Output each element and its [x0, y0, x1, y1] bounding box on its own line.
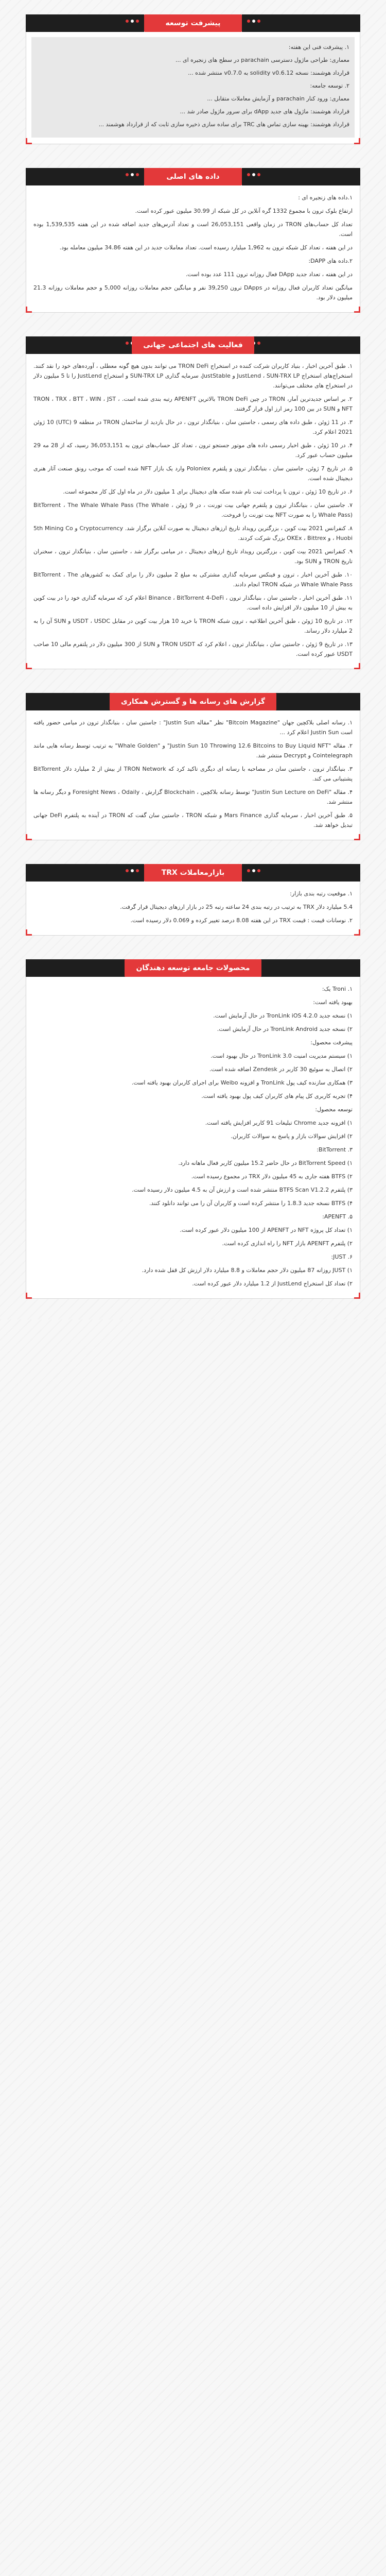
- dot-icon: [126, 869, 129, 872]
- dot-icon: [136, 20, 139, 23]
- dot-icon: [257, 20, 260, 23]
- paragraph: ۲) اتصال به سوئیچ 30 کاربر در Zendesk اضافه شده است.: [209, 1066, 353, 1073]
- paragraph: ۱۰. طبق آخرین اخبار ، ترون و فینکس سرمایه گذاری مشترکی به مبلغ 2 میلیون دلار را برای کمک به کشورهای BitTorrent ، The Whale Whale Pass در شبکه TRON انجام دادند.: [33, 571, 353, 588]
- header-bar-right: [242, 336, 360, 354]
- dot-icon: [247, 173, 250, 176]
- paragraph: ۸. کنفرانس 2021 بیت کوین ، بزرگترین رویداد تاریخ ارزهای دیجیتال به صورت آنلاین برگزار شد. Cryptocurrency و 5th Mining Co ، Huobi و OKEx ، Bittrex بزرگ شرکت کردند.: [33, 525, 353, 541]
- paragraph: ۲. مقاله "Justin Sun 10 Throwing 12.6 Bitcoins to Buy Liquid NFT" و "Whale Golden" به ترتیب توسط رسانه هایی مانند Cointelegraph و Decrypt منتشر شد.: [33, 742, 353, 759]
- paragraph: بهبود یافته است:: [313, 999, 353, 1006]
- header-bar-right: [242, 864, 360, 882]
- header-bar-right: [242, 14, 360, 32]
- paragraph: ۱) سیستم مدیریت امنیت TronLink 3.0 در حال بهبود است.: [210, 1053, 353, 1059]
- section-title: بازارمعاملات TRX: [144, 864, 242, 882]
- paragraph: قرارداد هوشمند: نسخه solidity v0.6.12 به v0.7.0 منتشر شده ...: [188, 70, 349, 76]
- header-bar-left: [26, 336, 144, 354]
- corner-accent: [26, 138, 32, 144]
- paragraph: ۱۲. در تاریخ 10 ژوئن ، طبق آخرین اطلاعیه ، ترون شبکه TRON با خرید 10 هزار بیت کوین در مقابل USDT ، USDC و SUN آن را به 2 میلیارد دلار رساند.: [33, 618, 353, 634]
- dot-icon: [131, 20, 134, 23]
- paragraph: ۶. JUST:: [331, 1253, 353, 1260]
- report-page: [26, 14, 360, 1299]
- corner-accent: [354, 307, 360, 313]
- paragraph: پیشرفت محصول:: [310, 1039, 353, 1046]
- section-body: [26, 359, 360, 659]
- section-media: [26, 693, 360, 840]
- paragraph: ۱.داده های زنجیره ای :: [298, 194, 353, 201]
- paragraph: ۱. رسانه اصلی بلاکچین جهان "Bitcoin Magazine" نظر "مقاله Justin Sun" : جاستین سان ، بنیانگذار ترون در میامی حضور یافته است Justin Sun اعلام کرد ...: [33, 719, 353, 736]
- header-bar-left: [26, 168, 144, 185]
- section-header: [26, 959, 360, 977]
- paragraph: ۲.داده های DAPP:: [308, 258, 353, 264]
- section-header: [26, 693, 360, 710]
- dot-icon: [131, 869, 134, 872]
- paragraph: ۲) پلتفرم APENFT بازار NFT را راه اندازی کرده است.: [222, 1240, 353, 1247]
- corner-accent: [26, 834, 32, 840]
- section-dev: [26, 14, 360, 144]
- section-data: [26, 168, 360, 313]
- section-body: [26, 982, 360, 1289]
- paragraph: ۳. بنیانگذار ترون ، جاستین سان در مصاحبه با رسانه ای دیگری تاکید کرد که TRON Network از بیش از 2 میلیارد دلار BitTorrent پشتیبانی می کند.: [33, 766, 353, 782]
- paragraph: ۲. نوسانات قیمت : قیمت TRX در این هفته 8.08 درصد تغییر کرده و 0.069 دلار رسیده است.: [130, 917, 353, 924]
- paragraph: ۳. BitTorrent:: [317, 1146, 353, 1153]
- paragraph: ۶. در تاریخ 10 ژوئن ، ترون با پرداخت ثبت نام شده سکه های دیجیتال برای 1 میلیون دلار در ماه اول کل کار مجموعه است.: [63, 488, 353, 495]
- paragraph: ۴. مقاله "Justin Sun Lecture on DeFi" توسط رسانه بلاکچین ، Blockchain گزارش ، Foresight News ، Odaily و دیگر رسانه ها منتشر شد.: [33, 789, 353, 805]
- dot-icon: [252, 869, 255, 872]
- corner-accent: [354, 663, 360, 669]
- paragraph: میانگین تعداد کاربران فعال روزانه در DApps ترون 39,250 نفر و میانگین حجم معاملات روزانه 5,000 و حجم معاملات روزانه 21.3 میلیون دلار بود.: [33, 284, 353, 301]
- paragraph: ۵. طبق آخرین اخبار ، سرمایه گذاری Mars Finance و شبکه TRON ، جاستین سان گفت که TRON در آینده به پلتفرم DeFi جهانی تبدیل خواهد شد.: [33, 812, 353, 828]
- dot-icon: [252, 20, 255, 23]
- paragraph: ۳) پلتفرم BTFS Scan V1.2.2 منتشر شده است و ارزش آن به 4.5 میلیون دلار رسیده است.: [132, 1187, 353, 1193]
- section-header: [26, 336, 360, 354]
- paragraph: ۱) نسخه جدید TronLink iOS 4.2.0 در حال آزمایش است.: [213, 1012, 353, 1019]
- header-bar-left: [26, 864, 144, 882]
- dot-icon: [136, 173, 139, 176]
- section-title: محصولات جامعه توسعه دهندگان: [125, 959, 261, 977]
- paragraph: تعداد کل حساب‌های TRON در زمان واقعی 26,053,151 است و تعداد آدرس‌های جدید اضافه شده در این هفته 1,539,535 بوده است.: [33, 221, 353, 238]
- paragraph: ۲) BTFS هفته جاری به 45 میلیون دلار TRX در مجموع رسیده است.: [191, 1173, 353, 1180]
- paragraph: ارتفاع بلوک ترون با مجموع 1332 گره آنلاین در کل شبکه از 30.99 میلیون عبور کرده است.: [135, 208, 353, 214]
- paragraph: ۲) نسخه جدید TronLink Android در حال آزمایش است.: [217, 1026, 353, 1032]
- paragraph: ۱۱. طبق آخرین اخبار ، جاستین سان ، بنیانگذار ترون ، Binance ، BitTorrent 4-DeFi اعلام کرد که سرمایه گذاری خود را در بیت کوین به بیش از 10 میلیون دلار افزایش داده است.: [33, 595, 353, 611]
- paragraph: ۴) تجربه کاربری کل پیام های کاربران کیف پول بهبود یافته است.: [201, 1093, 353, 1099]
- paragraph: ۳) همکاری سازنده کیف پول TronLink و افزونه Weibo برای اجرای کاربران بهبود یافته است.: [131, 1079, 353, 1086]
- paragraph: ۲. توسعه جامعه:: [310, 82, 349, 89]
- section-header: [26, 864, 360, 882]
- dot-icon: [126, 342, 129, 345]
- section-header: [26, 14, 360, 32]
- paragraph: معماری: طراحی ماژول دسترسی parachain در سطح های زنجیره ای ...: [176, 57, 349, 63]
- paragraph: ۲. بر اساس جدیدترین آمار، TRON در چین TRON DeFi بالاترین APENFT رتبه بندی شده است. TRON ، TRX ، BTT ، WIN ، JST ، NFT و SUN در بین 100 رمز ارز اول قرار گرفتند.: [33, 396, 353, 412]
- paragraph: ۱۳. در تاریخ 9 ژوئن ، جاستین سان ، بنیانگذار ترون ، اعلام کرد که TRON USDT و SUN از 300 میلیون دلار در پلتفرم مالی 10 صاحب USDT عبور کرده است.: [33, 641, 353, 657]
- paragraph: ۹. کنفرانس 2021 بیت کوین ، بزرگترین رویداد تاریخ ارزهای دیجیتال ، در میامی برگزار شد ، جاستین سان ، بنیانگذار ترون ، سخنران تاریخ TRON و SUN بود.: [33, 548, 353, 565]
- dot-icon: [247, 869, 250, 872]
- dot-icon: [131, 173, 134, 176]
- paragraph: ۱. موقعیت رتبه بندی بازار:: [290, 890, 353, 897]
- paragraph: ۱. طبق آخرین اخبار ، بنیاد کاربران شرکت کننده در استخراج TRON DeFi می توانند بدون هیچ گونه معطلی ، آورده‌های خود را نقد کنند. استخراج‌های استخراج JustLend ، SUN-TRX LP و JustStable، سرمایه گذاری SUN-TRX LP و استخراج JustLend را تا 5 میلیون دلار در استخراج های مختلف می‌توانند.: [33, 363, 353, 389]
- section-header: [26, 168, 360, 185]
- section-title: داده های اصلی: [144, 168, 242, 185]
- section-events: [26, 336, 360, 669]
- dot-icon: [257, 869, 260, 872]
- paragraph: ۲) افزایش سوالات بازار و پاسخ به سوالات کاربران.: [231, 1133, 353, 1140]
- section-body: [26, 191, 360, 302]
- paragraph: قرارداد هوشمند: ماژول های جدید dApp برای سرور ماژول صادر شد ...: [180, 108, 349, 115]
- corner-accent: [26, 1293, 32, 1299]
- section-title: پیشرفت توسعه: [144, 14, 242, 32]
- paragraph: ۴) BTFS نسخه جدید 1.8.3 را منتشر کرده است و کاربران آن را می توانند دانلود کنند.: [149, 1200, 353, 1207]
- paragraph: در این هفته ، تعداد جدید DApp فعال روزانه ترون 111 عدد بوده است.: [185, 271, 353, 278]
- dot-icon: [126, 20, 129, 23]
- paragraph: ۷. جاستین سان ، بنیانگذار ترون و پلتفرم جهانی بیت تورنت ، در 9 ژوئن ، BitTorrent ، The Whale Whale Pass (The Whale Whale Pass) را به صورت NFT بیت تورنت را فروخت.: [33, 502, 353, 518]
- paragraph: ۵. APENFT:: [322, 1213, 353, 1220]
- corner-accent: [354, 1293, 360, 1299]
- dot-icon: [136, 869, 139, 872]
- paragraph: ۱) تعداد کل پروژه NFT در APENFT از 100 میلیون دلار عبور کرده است.: [180, 1227, 353, 1233]
- section-products: [26, 959, 360, 1299]
- paragraph: توسعه محصول:: [315, 1106, 353, 1113]
- dot-icon: [247, 20, 250, 23]
- paragraph: ۲) تعداد کل استخراج JustLend از 1.2 میلیارد دلار عبور کرده است.: [192, 1280, 353, 1287]
- paragraph: ۱) افزونه جدید Chrome تبلیغات 91 کاربر افزایش یافته است.: [205, 1120, 353, 1126]
- corner-accent: [26, 663, 32, 669]
- paragraph: ۱. پیشرفت فنی این هفته:: [288, 44, 349, 50]
- section-title: فعالیت های اجتماعی جهانی: [132, 336, 254, 354]
- corner-accent: [354, 138, 360, 144]
- dot-icon: [257, 173, 260, 176]
- corner-accent: [354, 834, 360, 840]
- paragraph: ۳. در 11 ژوئن ، طبق داده های رسمی ، جاستین سان ، بنیانگذار ترون ، در حال بازدید از ساختمان TRON در منطقه 9 (UTC) 10 ژوئن 2021 اعلام کرد.: [33, 419, 353, 435]
- corner-accent: [354, 929, 360, 936]
- paragraph: ۱) JUST روزانه 87 میلیون دلار حجم معاملات و 8.8 میلیارد دلار ارزش کل قفل شده دارد.: [142, 1267, 353, 1274]
- section-body: [26, 887, 360, 925]
- paragraph: قرارداد هوشمند: بهینه سازی تماس های TRC برای ساده سازی ذخیره سازی ثابت که از قرارداد هوشمند ...: [98, 121, 349, 128]
- header-bar-right: [242, 168, 360, 185]
- header-bar-left: [26, 14, 144, 32]
- paragraph: ۵. در تاریخ 7 ژوئن، جاستین سان ، بنیانگذار ترون و پلتفرم Poloniex وارد یک بازار NFT شده است که موجب رونق صنعت آثار هنری دیجیتال شده است.: [33, 465, 353, 482]
- paragraph: در این هفته ، تعداد کل شبکه ترون به 1,962 میلیارد رسیده است. تعداد معاملات جدید در این هفته 34.86 میلیون معامله بود.: [59, 244, 353, 251]
- section-body: [26, 716, 360, 830]
- section-body: [31, 37, 355, 138]
- dot-icon: [126, 173, 129, 176]
- section-title: گزارش های رسانه ها و گسترش همکاری: [110, 693, 276, 710]
- corner-accent: [26, 307, 32, 313]
- dot-icon: [257, 342, 260, 345]
- paragraph: ۴. در 10 ژوئن ، طبق اخبار رسمی داده های موتور جستجو ترون ، تعداد کل حساب‌های ترون به 36,053,151 رسید، که از 28 مه 29 میلیون حساب عبور کرد.: [33, 442, 353, 459]
- paragraph: ۱) BitTorrent Speed در حال حاضر 15.2 میلیون کاربر فعال ماهانه دارد.: [178, 1160, 353, 1166]
- paragraph: 5.4 میلیارد دلار TRX به ترتیب در رتبه بندی 24 ساعته رتبه 25 در بازار ارزهای دیجیتال قرار گرفت.: [120, 904, 353, 910]
- paragraph: ۱. Troni یک:: [322, 986, 353, 992]
- paragraph: معماری: ورود کنار parachain و آزمایش معاملات متقابل ...: [207, 95, 349, 102]
- section-trx: [26, 864, 360, 936]
- dot-icon: [252, 173, 255, 176]
- corner-accent: [26, 929, 32, 936]
